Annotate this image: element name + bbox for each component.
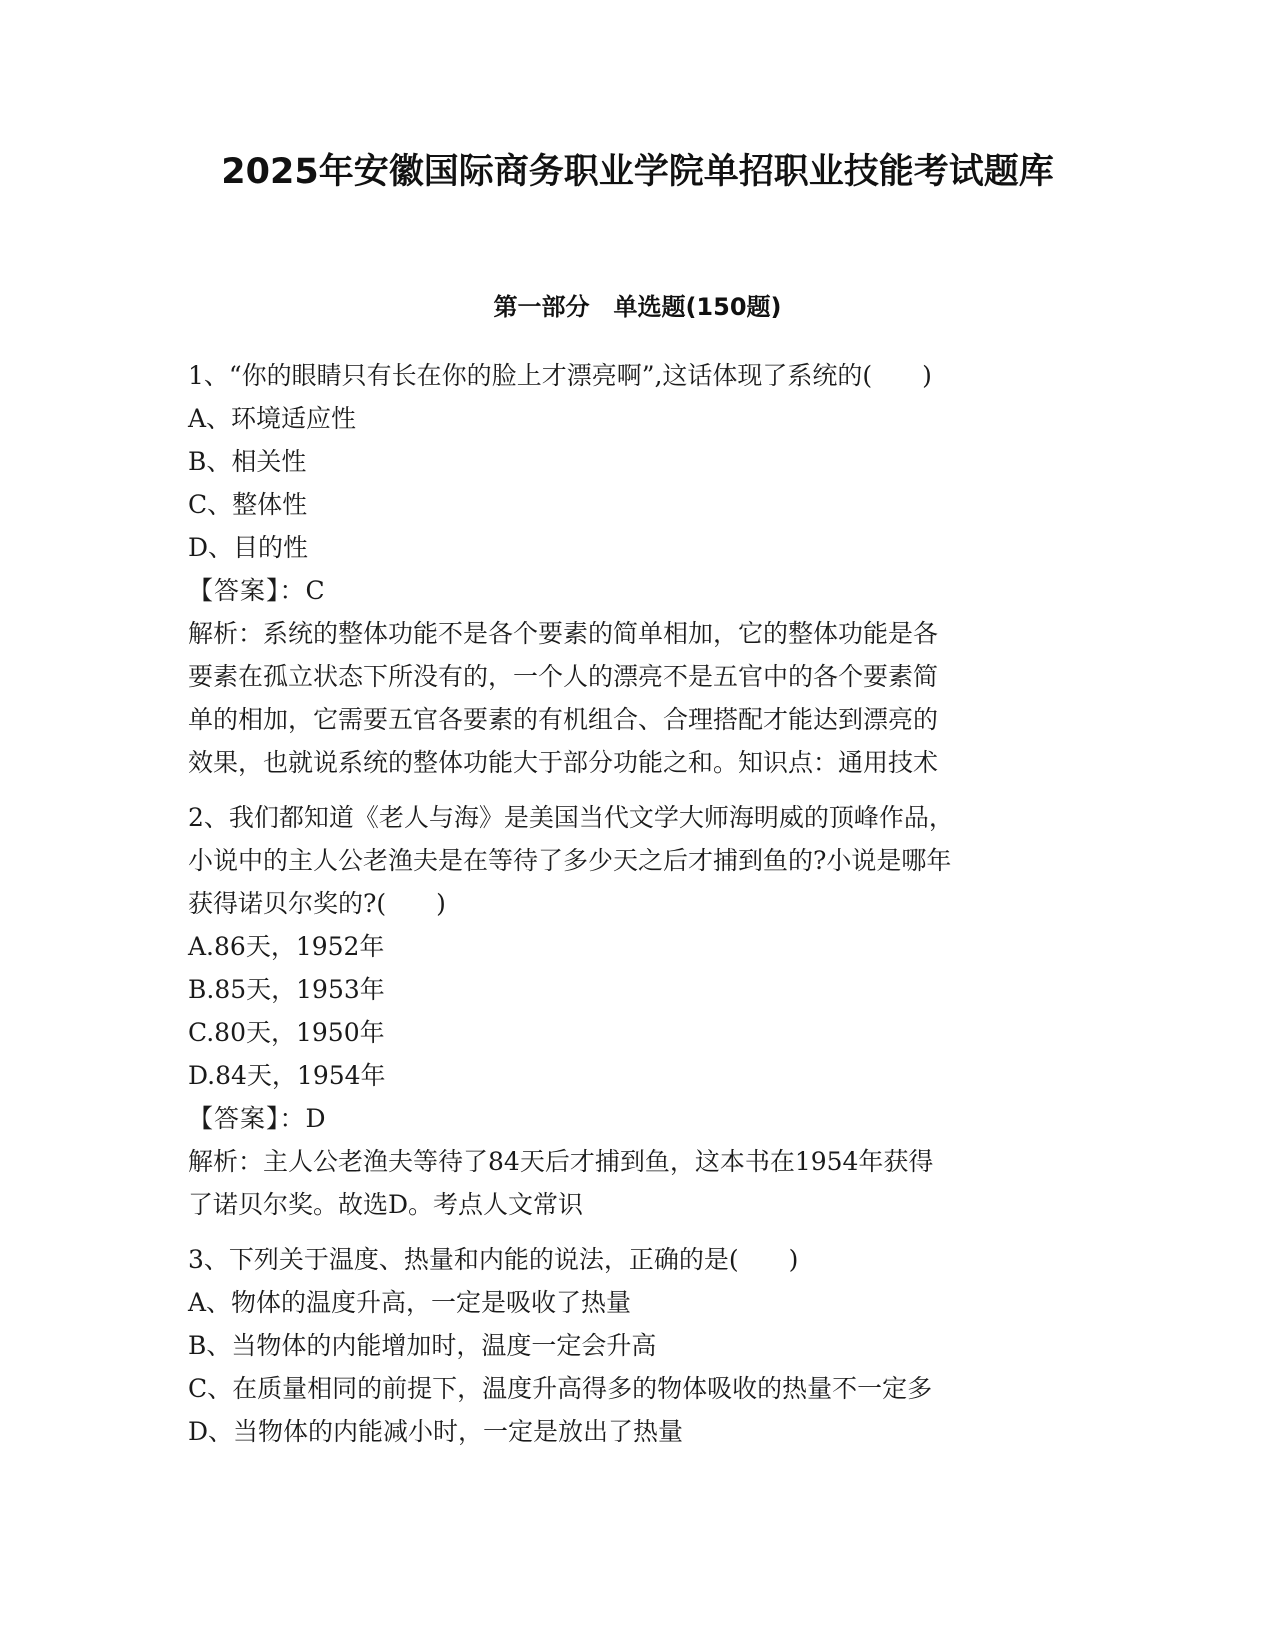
option-a: A.86天，1952年 xyxy=(188,932,385,961)
answer-line: 【答案】：D xyxy=(188,1104,327,1133)
option-a: A、环境适应性 xyxy=(188,404,357,433)
option-c: C、在质量相同的前提下，温度升高得多的物体吸收的热量不一定多 xyxy=(188,1374,933,1403)
option-b: B、当物体的内能增加时，温度一定会升高 xyxy=(188,1331,657,1360)
document-title: 2025年安徽国际商务职业学院单招职业技能考试题库 xyxy=(221,152,1054,192)
analysis-line: 要素在孤立状态下所没有的，一个人的漂亮不是五官中的各个要素简 xyxy=(188,662,939,691)
analysis-line: 单的相加，它需要五官各要素的有机组合、合理搭配才能达到漂亮的 xyxy=(188,705,939,734)
question-block xyxy=(188,796,1088,1226)
analysis-line: 解析：主人公老渔夫等待了84天后才捕到鱼，这本书在1954年获得 xyxy=(188,1147,934,1176)
option-c: C.80天，1950年 xyxy=(188,1018,385,1047)
question-block xyxy=(188,1238,1088,1453)
analysis-line: 解析：系统的整体功能不是各个要素的简单相加，它的整体功能是各 xyxy=(188,619,939,648)
question-stem: 获得诺贝尔奖的?( ) xyxy=(188,889,446,918)
analysis-line: 效果，也就说系统的整体功能大于部分功能之和。知识点：通用技术 xyxy=(188,748,939,777)
question-block xyxy=(188,354,1088,784)
option-a: A、物体的温度升高，一定是吸收了热量 xyxy=(188,1288,632,1317)
option-d: D、目的性 xyxy=(188,533,309,562)
question-list xyxy=(188,354,1088,1453)
question-stem: 1、“你的眼睛只有长在你的脸上才漂亮啊”,这话体现了系统的( ) xyxy=(188,361,932,390)
analysis-line: 了诺贝尔奖。故选D。考点人文常识 xyxy=(188,1190,584,1219)
option-c: C、整体性 xyxy=(188,490,308,519)
question-stem: 3、下列关于温度、热量和内能的说法，正确的是( ) xyxy=(188,1245,799,1274)
question-stem: 2、我们都知道《老人与海》是美国当代文学大师海明威的顶峰作品， xyxy=(188,803,954,832)
option-b: B.85天，1953年 xyxy=(188,975,385,1004)
option-d: D、当物体的内能减小时，一定是放出了热量 xyxy=(188,1417,684,1446)
option-d: D.84天，1954年 xyxy=(188,1061,386,1090)
question-stem: 小说中的主人公老渔夫是在等待了多少天之后才捕到鱼的?小说是哪年 xyxy=(188,846,952,875)
question-divider-space xyxy=(188,1226,1088,1238)
question-divider-space xyxy=(188,784,1088,796)
option-b: B、相关性 xyxy=(188,447,307,476)
section-title: 第一部分 单选题(150题) xyxy=(493,293,782,321)
answer-line: 【答案】：C xyxy=(188,576,326,605)
